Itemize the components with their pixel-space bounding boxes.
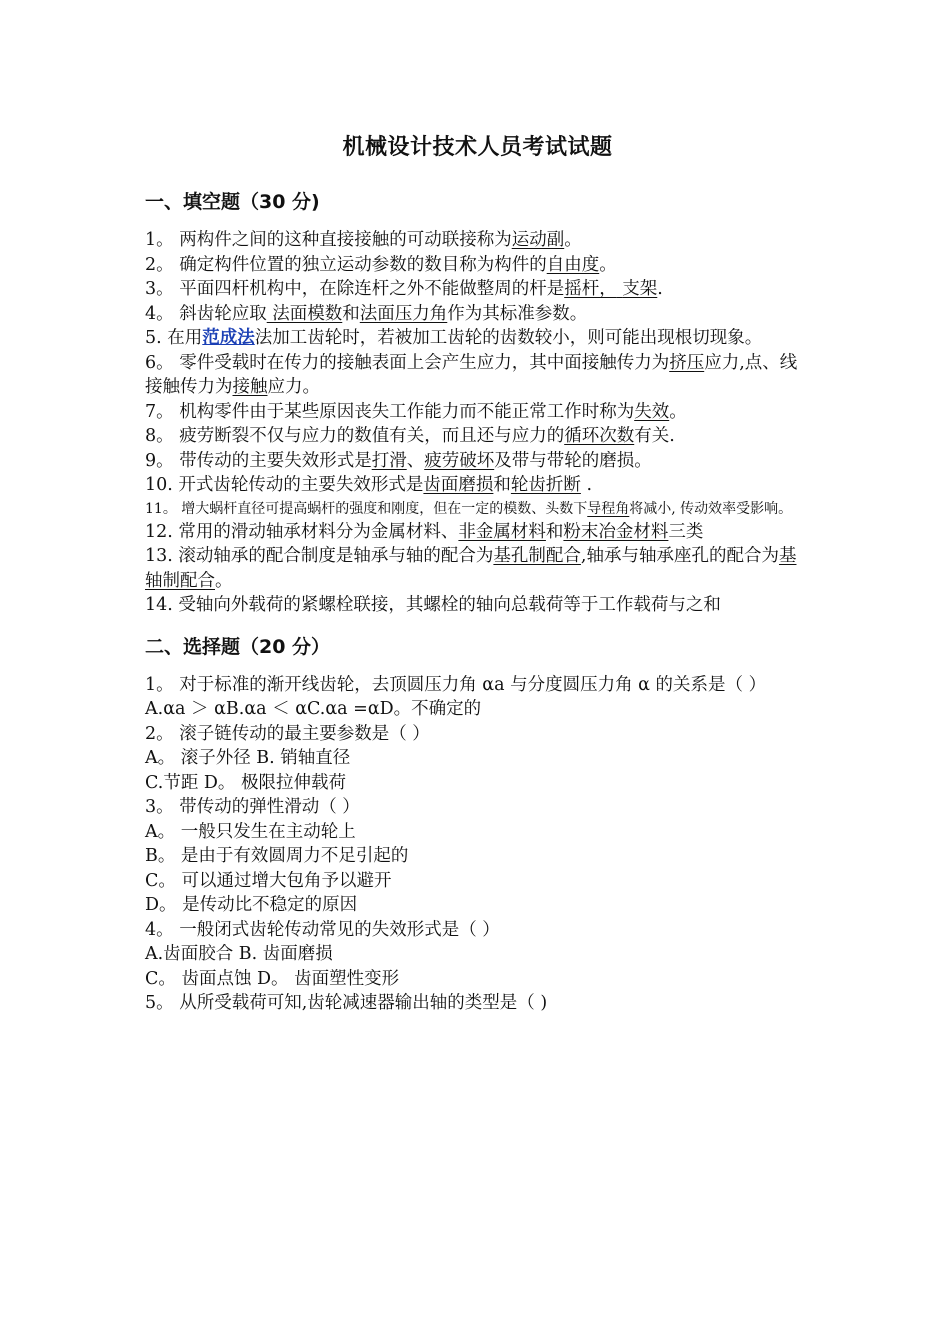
answer: 轮齿折断: [510, 475, 581, 495]
answer: 疲劳破坏: [424, 450, 495, 471]
answer: 失效: [634, 401, 670, 422]
question-6: 6。 零件受载时在传力的接触表面上会产生应力，其中面接触传力为挤压应力,点、线接触传力为接触应力。: [145, 352, 798, 397]
answer: 法面模数: [266, 303, 343, 324]
question-11: 11。 增大蜗杆直径可提高蜗杆的强度和刚度，但在一定的模数、头数下导程角将减小, 传动效率受影响。: [145, 500, 793, 517]
answer: 齿面磨损: [423, 475, 494, 495]
question-5: 5. 在用范成法法加工齿轮时，若被加工齿轮的齿数较小，则可能出现根切现象。: [145, 328, 763, 348]
question-8: 8。 疲劳断裂不仅与应力的数值有关，而且还与应力的循环次数有关.: [145, 426, 675, 446]
choice-line: C.节距 D。 极限拉伸载荷: [145, 772, 346, 793]
answer: 基轴制配合: [145, 546, 797, 591]
answer: 基孔制配合: [493, 546, 581, 566]
choice-line: A。 一般只发生在主动轮上: [145, 821, 356, 842]
question-4: 4。 斜齿轮应取 法面模数和法面压力角作为其标准参数。: [145, 303, 588, 324]
answer: 接触: [232, 377, 268, 397]
section-fill-in-heading: 一、填空题（30 分): [145, 191, 320, 213]
question-12: 12. 常用的滑动轴承材料分为金属材料、非金属材料和粉末冶金材料三类: [145, 521, 704, 542]
choice-line: A。 滚子外径 B. 销轴直径: [145, 748, 351, 768]
choice-line: D。 是传动比不稳定的原因: [145, 895, 358, 915]
answer: 循环次数: [564, 426, 635, 446]
answer: 粉末冶金材料: [563, 521, 669, 542]
choice-questions: [145, 673, 810, 1016]
question-2: 2。 确定构件位置的独立运动参数的数目称为构件的自由度。: [145, 254, 617, 275]
choice-line: 1。 对于标准的渐开线齿轮，去顶圆压力角 αa 与分度圆压力角 α 的关系是（ ）: [145, 674, 767, 695]
exam-document: [145, 130, 810, 1016]
choice-line: C。 可以通过增大包角予以避开: [145, 870, 392, 891]
question-10: 10. 开式齿轮传动的主要失效形式是齿面磨损和轮齿折断 .: [145, 475, 593, 495]
answer: 导程角: [587, 500, 630, 517]
answer: 支架: [622, 279, 658, 299]
choice-line: 5。 从所受载荷可知,齿轮减速器输出轴的类型是（ ): [145, 993, 548, 1013]
answer: 非金属材料: [458, 521, 546, 542]
question-14: 14. 受轴向外载荷的紧螺栓联接，其螺栓的轴向总载荷等于工作载荷与之和: [145, 595, 721, 615]
answer: 挤压: [669, 352, 705, 373]
question-3: 3。 平面四杆机构中，在除连杆之外不能做整周的杆是摇杆， 支架.: [145, 279, 663, 299]
answer: 打滑: [371, 450, 407, 471]
choice-line: 4。 一般闭式齿轮传动常见的失效形式是（ ）: [145, 919, 500, 940]
answer: 法面压力角: [359, 303, 448, 324]
section-choice-heading: 二、选择题（20 分）: [145, 635, 331, 658]
answer: 自由度: [546, 254, 600, 275]
choice-line: 2。 滚子链传动的最主要参数是（ ）: [145, 723, 430, 744]
answer: 摇杆，: [564, 279, 617, 299]
document-title: 机械设计技术人员考试试题: [342, 135, 613, 160]
hyperlink-fanchengfa[interactable]: 范成法: [202, 328, 255, 348]
choice-line: A.齿面胶合 B. 齿面磨损: [145, 944, 333, 964]
question-1: 1。 两构件之间的这种直接接触的可动联接称为运动副。: [145, 230, 582, 250]
choice-line: B。 是由于有效圆周力不足引起的: [145, 846, 409, 866]
question-7: 7。 机构零件由于某些原因丧失工作能力而不能正常工作时称为失效。: [145, 401, 687, 422]
question-13: 13. 滚动轴承的配合制度是轴承与轴的配合为基孔制配合,轴承与轴承座孔的配合为基轴制配合。: [145, 546, 797, 591]
answer: 运动副: [511, 230, 565, 250]
choice-line: A.αa ＞ αB.αa ＜ αC.αa =αD。不确定的: [145, 699, 482, 719]
choice-line: C。 齿面点蚀 D。 齿面塑性变形: [145, 968, 400, 989]
question-9: 9。 带传动的主要失效形式是打滑、疲劳破坏及带与带轮的磨损。: [145, 450, 652, 471]
choice-line: 3。 带传动的弹性滑动（ ）: [145, 797, 360, 817]
